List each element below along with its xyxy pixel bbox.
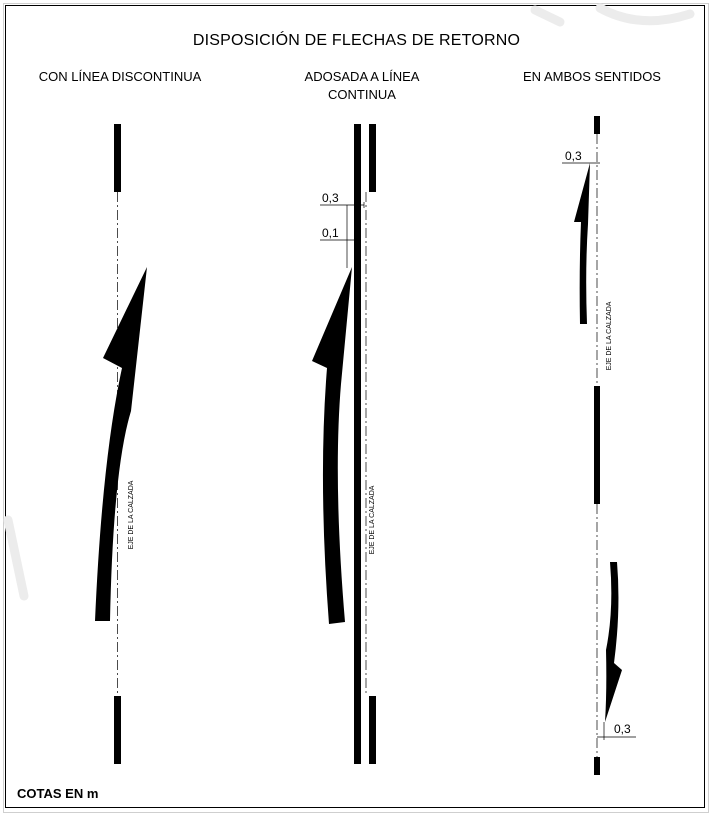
middle-dim-top-text: 0,3 — [322, 191, 339, 205]
left-dash-top — [114, 124, 121, 192]
heading-middle-line2: CONTINUA — [328, 87, 396, 102]
middle-return-arrow — [312, 267, 352, 624]
middle-dash-top — [369, 124, 376, 192]
left-axis-label: EJE DE LA CALZADA — [128, 480, 135, 550]
right-dash-bottom — [594, 757, 600, 775]
footer-units-note: COTAS EN m — [17, 786, 99, 801]
middle-continuous-line — [354, 124, 361, 764]
right-lower-arrow — [605, 562, 622, 722]
right-dash-top — [594, 116, 600, 134]
middle-column — [312, 124, 376, 764]
right-dim-bottom-text: 0,3 — [614, 722, 631, 736]
right-upper-arrow — [574, 163, 590, 324]
heading-left: CON LÍNEA DISCONTINUA — [38, 69, 202, 84]
page-title: DISPOSICIÓN DE FLECHAS DE RETORNO — [192, 32, 521, 49]
left-return-arrow — [95, 267, 147, 621]
left-column — [95, 124, 147, 764]
middle-dash-bottom — [369, 696, 376, 764]
right-axis-label: EJE DE LA CALZADA — [606, 301, 613, 371]
right-dim-top-text: 0,3 — [565, 149, 582, 163]
left-dash-bottom — [114, 696, 121, 764]
middle-dim-bottom-text: 0,1 — [322, 226, 339, 240]
heading-right: EN AMBOS SENTIDOS — [523, 69, 661, 84]
heading-middle-line1: ADOSADA A LÍNEA — [304, 69, 420, 84]
right-dash-middle — [594, 386, 600, 504]
right-column — [562, 116, 636, 775]
middle-axis-label: EJE DE LA CALZADA — [369, 485, 376, 555]
